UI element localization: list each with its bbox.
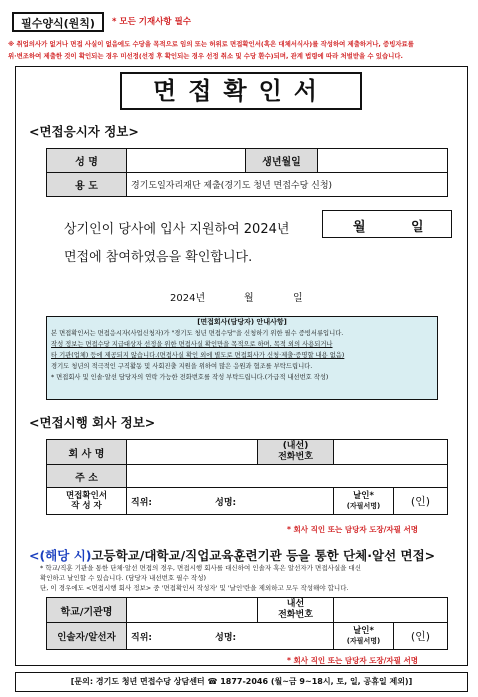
interview-date-box[interactable]: [322, 210, 452, 238]
company-seal-note: * 회사 직인 또는 담당자 도장/자필 서명: [287, 525, 419, 534]
writer-field[interactable]: [127, 488, 334, 515]
company-ext-field[interactable]: [334, 440, 448, 465]
warning-line-2: 위·변조하여 제출한 것이 확인되는 경우 미선정(선정 후 확인되는 경우 선정 취소 및 수당 환수)되며, 관계 법령에 따라 처벌받을 수 있습니다.: [8, 52, 403, 60]
company-ext-label: [258, 440, 334, 465]
notice-line-1: 본 면접확인서는 면접응시자(사업신청자)가 "경기도 청년 면접수당"을 신청하기 위한 필수 증빙서류입니다.: [51, 330, 344, 337]
month-label: 월: [353, 220, 366, 235]
org-field[interactable]: [127, 598, 258, 623]
purpose-value: 경기도일자리재단 제출(경기도 청년 면접수당 신청): [127, 173, 448, 197]
institution-desc-line-2: 확인하고 날인할 수 있습니다. (담당자 내선번호 필수 작성): [40, 574, 207, 582]
institution-description: [40, 563, 460, 593]
notice-line-3: 타 기관(업체) 등에 제공되지 않습니다.(면접사실 확인 외에 별도로 면접회사가 신청·제출·증명할 내용 없음): [51, 352, 345, 359]
applicant-table: [46, 148, 448, 197]
applicant-section-title: <면접응시자 정보>: [29, 124, 139, 139]
company-seal-field[interactable]: (인): [394, 488, 448, 515]
warning-line-1: ※ 취업의사가 없거나 면접 사실이 없음에도 수당을 목적으로 임의 또는 허위로 면접확인서(혹은 대체서식사)를 작성하여 제출하거나, 증빙자료를: [8, 40, 414, 48]
guide-name-label: 성명:: [215, 632, 237, 643]
org-label: 학교/기관명: [47, 598, 127, 623]
notice-line-5: * 면접회사 및 인솔·알선 담당자의 연락 가능한 전화번호를 작성 부탁드립니다.(가급적 내선번호 작성): [51, 374, 329, 381]
writer-label-1: 면접확인서: [65, 491, 108, 501]
inst-seal-note: * 회사 직인 또는 담당자 도장/자필 서명: [287, 656, 419, 665]
required-form-badge: 필수양식(원칙): [12, 12, 104, 32]
company-seal-label-2: (자필서명): [346, 502, 381, 510]
date-year: 2024년: [170, 293, 206, 304]
inst-ext-field[interactable]: [334, 598, 448, 623]
institution-section-prefix: <(해당 시): [29, 548, 92, 563]
company-name-label: 회 사 명: [47, 440, 127, 465]
birth-label: 생년월일: [246, 149, 318, 173]
company-ext-label-1: (내선): [282, 441, 309, 451]
institution-section-main: 고등학교/대학교/직업교육훈련기관 등을 통한 단체·알선 면접>: [91, 548, 436, 563]
name-field[interactable]: [127, 149, 246, 173]
day-label: 일: [411, 220, 424, 235]
company-seal-label: [334, 488, 394, 515]
company-table: [46, 439, 448, 515]
inquiry-footer: [문의: 경기도 청년 면접수당 상담센터 ☎ 1877-2046 (월~금 9~18시, 토, 일, 공휴일 제외)]: [15, 672, 468, 692]
company-seal-label-1: 날인*: [353, 491, 374, 501]
notice-line-2: 작성 정보는 면접수당 지급대상자 선정을 위한 면접사실 확인만을 목적으로 하며, 목적 외의 사용되거나: [51, 341, 333, 348]
institution-section-title: [29, 546, 435, 564]
address-field[interactable]: [127, 465, 448, 488]
purpose-label: 용 도: [47, 173, 127, 197]
birth-field[interactable]: [318, 149, 448, 173]
inst-seal-label-2: (자필서명): [346, 637, 381, 645]
writer-label: [47, 488, 127, 515]
inst-seal-label: [334, 623, 394, 650]
company-notice: [46, 316, 438, 400]
confirm-line-2: 면접에 참여하였음을 확인합니다.: [64, 250, 253, 265]
institution-desc-line-3: 단, 이 경우에도 <면접시행 회사 정보> 중 '면접확인서 작성자' 및 '날인'란을 제외하고 모두 작성해야 합니다.: [40, 584, 349, 592]
confirm-line-1: 상기인이 당사에 입사 지원하여 2024년: [64, 222, 290, 237]
notice-title: [면접회사(담당자) 안내사항]: [197, 318, 287, 326]
name-label: 성 명: [47, 149, 127, 173]
warning-text: [8, 38, 474, 62]
guide-position-label: 직위:: [131, 632, 152, 643]
inst-ext-label-1: 내선: [286, 599, 305, 609]
writer-name-label: 성명:: [215, 497, 237, 508]
page-title: 면접확인서: [120, 72, 362, 110]
inst-seal-label-1: 날인*: [353, 626, 374, 636]
institution-desc-line-1: * 학교/직훈 기관을 통한 단체·알선 면접의 경우, 면접시행 회사를 대신하여 인솔자 혹은 알선자가 면접사실을 대신: [40, 564, 362, 572]
company-section-title: <면접시행 회사 정보>: [29, 415, 156, 430]
date-day: 일: [293, 293, 303, 304]
inst-ext-label: [258, 598, 334, 623]
guide-field[interactable]: [127, 623, 334, 650]
inst-ext-label-2: 전화번호: [278, 610, 313, 620]
company-name-field[interactable]: [127, 440, 258, 465]
inst-seal-field[interactable]: (인): [394, 623, 448, 650]
writer-label-2: 작 성 자: [71, 501, 102, 511]
guide-label: 인솔자/알선자: [47, 623, 127, 650]
date-month: 월: [244, 293, 254, 304]
required-note: * 모든 기재사항 필수: [112, 17, 192, 27]
address-label: 주 소: [47, 465, 127, 488]
institution-table: [46, 597, 448, 650]
notice-line-4: 경기도 청년의 적극적인 구직활동 및 사회진출 지원을 위하여 많은 응원과 협조를 부탁드립니다.: [51, 363, 313, 370]
writer-position-label: 직위:: [131, 497, 152, 508]
company-ext-label-2: 전화번호: [278, 452, 313, 462]
